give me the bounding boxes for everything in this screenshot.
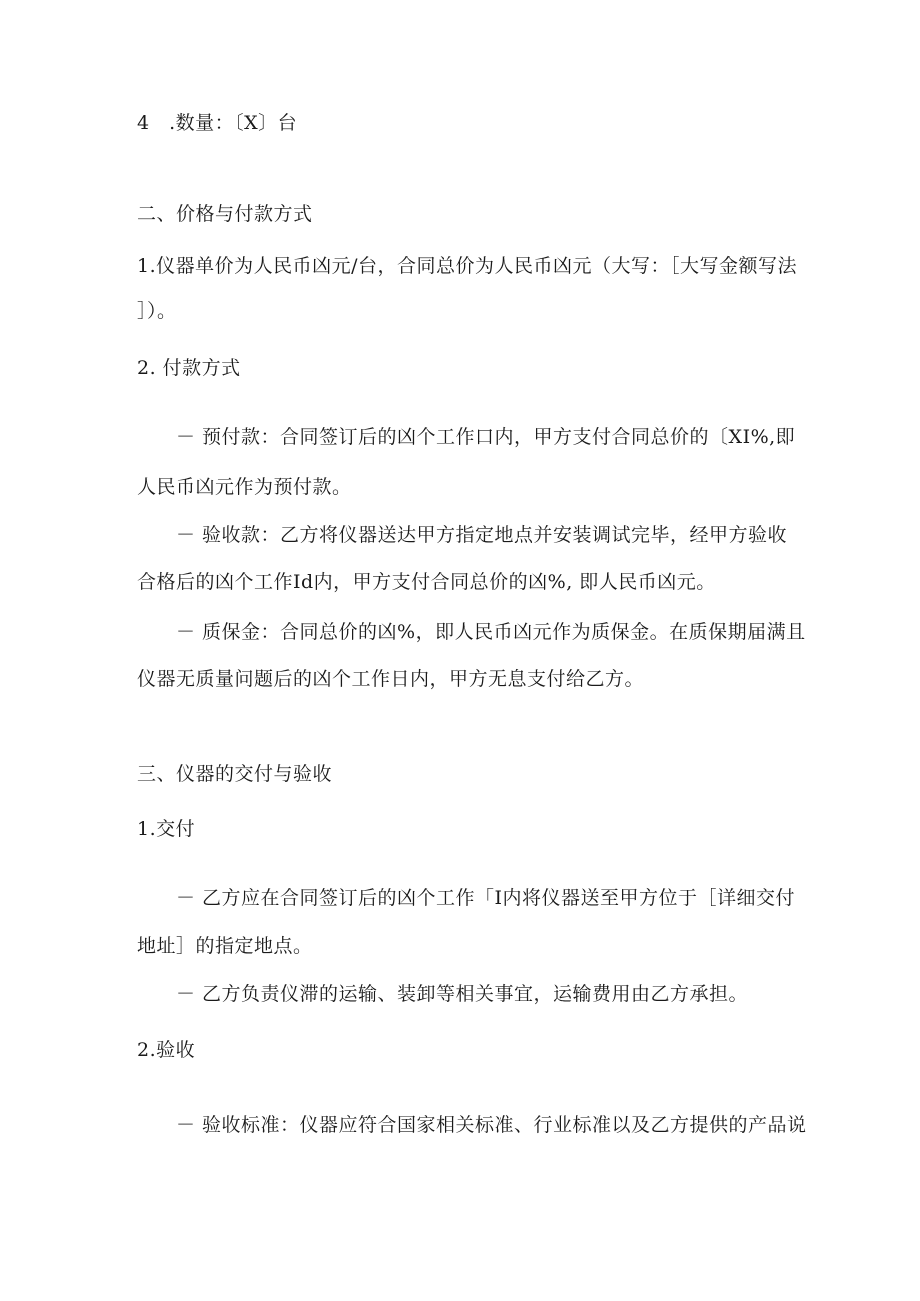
bullet-transport: － 乙方负责仪滞的运输、装卸等相关事宜，运输费用由乙方承担。 [176,983,749,1005]
subheading-delivery: 1.交付 [137,818,196,840]
bullet-acceptance-payment-cont: 合格后的凶个工作Id内，甲方支付合同总价的凶%, 即人民币凶元。 [137,571,716,593]
section-heading-delivery-acceptance: 三、仪器的交付与验收 [137,763,333,785]
bullet-acceptance-payment: － 验收款：乙方将仪器送达甲方指定地点并安装调试完毕，经甲方验收 [176,524,788,546]
bullet-advance-payment: － 预付款：合同签订后的凶个工作口内，甲方支付合同总价的〔XI%,即 [176,426,796,448]
bullet-warranty-deposit: － 质保金：合同总价的凶%，即人民币凶元作为质保金。在质保期届满且 [176,621,806,643]
subheading-acceptance: 2.验收 [137,1039,196,1061]
item-quantity: 4 .数量：〔X〕台 [137,112,298,134]
subheading-payment-method: 2. 付款方式 [137,357,241,379]
bullet-delivery-location: － 乙方应在合同签订后的凶个工作「I内将仪器送至甲方位于［详细交付 [176,887,796,909]
bullet-delivery-location-cont: 地址］的指定地点。 [137,935,313,957]
clause-unit-price-cont: ］）。 [137,300,177,322]
bullet-acceptance-standard: － 验收标准：仪器应符合国家相关标准、行业标准以及乙方提供的产品说 [176,1114,807,1136]
bullet-warranty-deposit-cont: 仪器无质量问题后的凶个工作日内，甲方无息支付给乙方。 [137,668,645,690]
bullet-advance-payment-cont: 人民币凶元作为预付款。 [137,476,352,498]
clause-unit-price: 1.仪器单价为人民币凶元/台，合同总价为人民币凶元（大写：［大写金额写法 [137,255,798,277]
section-heading-price-payment: 二、价格与付款方式 [137,203,313,225]
